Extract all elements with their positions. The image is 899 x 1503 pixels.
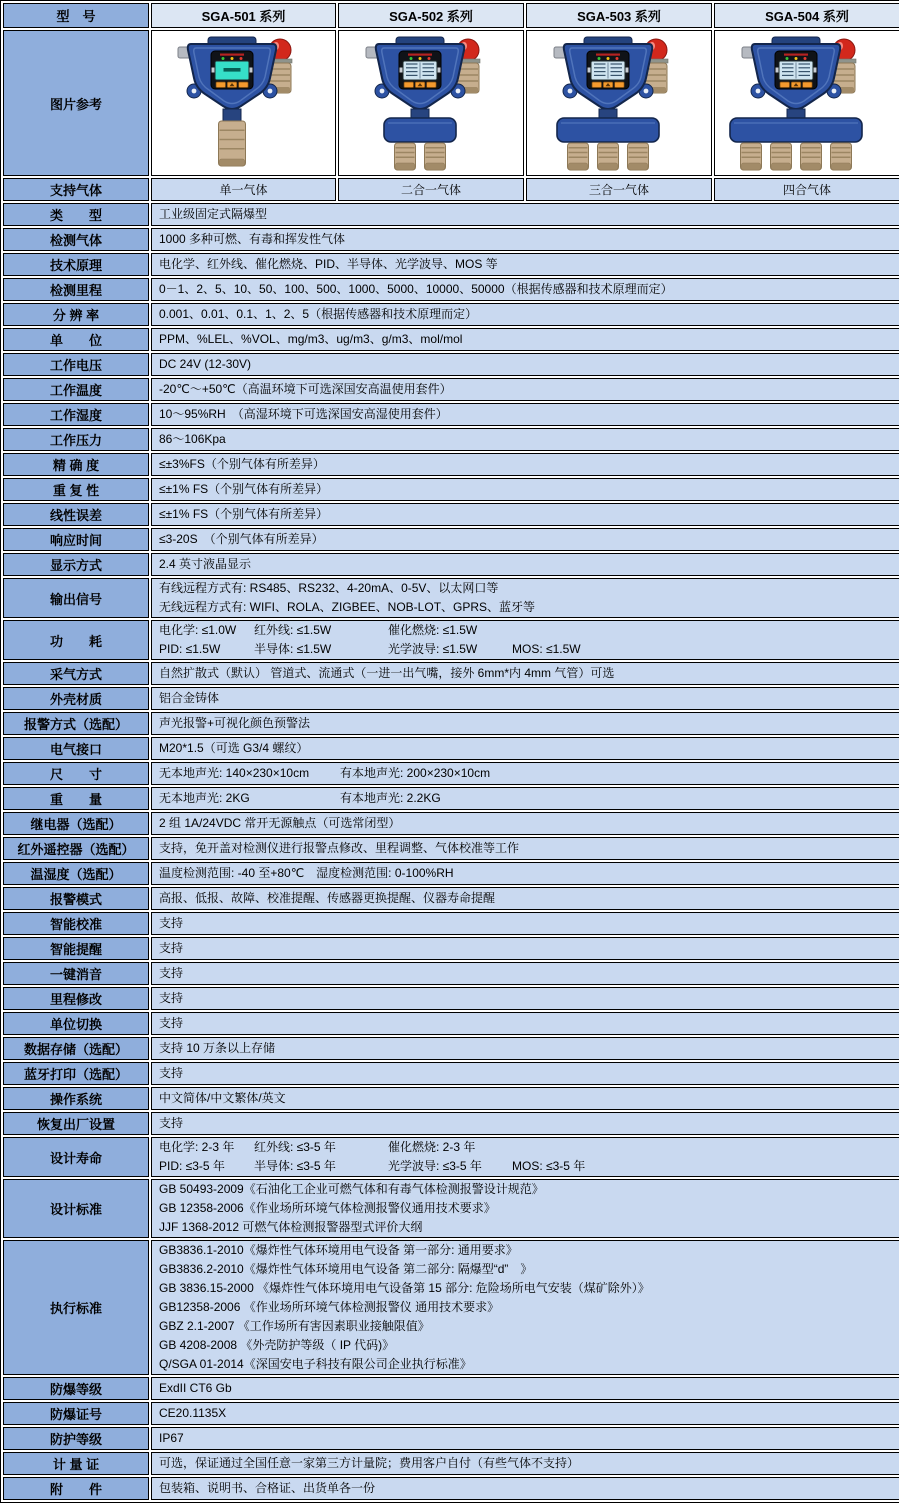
spec-row [3, 1402, 899, 1425]
spec-row [3, 378, 899, 401]
value-line: M20*1.5（可选 G3/4 螺纹） [159, 741, 309, 755]
button-right [802, 82, 812, 88]
spec-row [3, 203, 899, 226]
spec-row-label: 显示方式 [3, 553, 149, 576]
spec-row-label: 工作电压 [3, 353, 149, 376]
sensor-cylinder [219, 121, 246, 166]
spec-row-value [151, 328, 899, 351]
spec-row [3, 937, 899, 960]
sensor-cylinder [394, 143, 415, 170]
gas-type-cell: 三合一气体 [526, 178, 712, 201]
model-header-1: SGA-501 系列 [151, 3, 336, 28]
spec-row [3, 1377, 899, 1400]
value-line: ≤±1% FS（个别气体有所差异） [159, 507, 329, 521]
spec-row-value [151, 528, 899, 551]
sensor-cylinder [830, 143, 851, 170]
value-line: GB 4208-2008 《外壳防护等级（ IP 代码)》 [159, 1338, 395, 1352]
spec-row [3, 787, 899, 810]
spec-row-label: 执行标准 [3, 1240, 149, 1375]
spec-row-value [151, 1477, 899, 1500]
spec-row-value [151, 912, 899, 935]
status-led-green [785, 57, 788, 60]
spec-row-value [151, 578, 899, 618]
value-segment: 光学波导: ≤1.5W [388, 642, 478, 656]
status-led-yellow [231, 57, 234, 60]
value-line: -20℃～+50℃（高温环境下可选深国安高温使用套件） [159, 382, 452, 396]
value-line: 支持 [159, 1066, 184, 1080]
spec-row [3, 912, 899, 935]
spec-row-label: 外壳材质 [3, 687, 149, 710]
value-line: 2 组 1A/24VDC 常开无源触点（可选常闭型） [159, 816, 401, 830]
spec-row-value [151, 553, 899, 576]
status-led-green [409, 57, 412, 60]
status-led-yellow [794, 57, 797, 60]
spec-row-value [151, 228, 899, 251]
spec-row [3, 1062, 899, 1085]
spec-row [3, 328, 899, 351]
spec-row [3, 1037, 899, 1060]
value-line: GB12358-2006 《作业场所环境气体检测报警仪 通用技术要求》 [159, 1300, 500, 1314]
spec-row-value [151, 503, 899, 526]
spec-row-value [151, 203, 899, 226]
product-image-cell [714, 30, 899, 176]
sensor-cylinder [740, 143, 761, 170]
product-image-cell [151, 30, 336, 176]
value-line: 中文简体/中文繁体/英文 [159, 1091, 286, 1105]
value-segment: 催化燃烧: ≤1.5W [388, 623, 478, 637]
spec-row-label: 检测里程 [3, 278, 149, 301]
status-led-yellow [418, 57, 421, 60]
supported-gas-row [3, 178, 899, 201]
sensor-cylinder [627, 143, 648, 170]
value-line [159, 764, 892, 783]
value-segment: 红外线: ≤1.5W [254, 623, 332, 637]
spec-row-label: 工作压力 [3, 428, 149, 451]
spec-row-value [151, 862, 899, 885]
value-line [159, 1138, 892, 1157]
value-line: 声光报警+可视化颜色预警法 [159, 716, 311, 730]
status-led-red [427, 57, 430, 60]
spec-row-label: 里程修改 [3, 987, 149, 1010]
status-led-green [222, 57, 225, 60]
value-line: 工业级固定式隔爆型 [159, 207, 268, 221]
spec-row-value [151, 712, 899, 735]
spec-row-label: 防爆等级 [3, 1377, 149, 1400]
value-line: 铝合金铸体 [159, 691, 220, 705]
value-line: 有线远程方式有: RS485、RS232、4-20mA、0-5V、以太网口等 [159, 581, 499, 595]
spec-row [3, 1427, 899, 1450]
button-left [216, 82, 226, 88]
button-right [614, 82, 624, 88]
spec-row-label: 操作系统 [3, 1087, 149, 1110]
gas-detector-4-sensor-image [716, 31, 899, 172]
value-line: 1000 多种可燃、有毒和挥发性气体 [159, 232, 346, 246]
status-led-red [240, 57, 243, 60]
spec-row-value [151, 1452, 899, 1475]
value-line: 无线远程方式有: WIFI、ROLA、ZIGBEE、NOB-LOT、GPRS、蓝牙等 [159, 600, 536, 614]
value-line: Q/SGA 01-2014《深国安电子科技有限公司企业执行标准》 [159, 1357, 472, 1371]
spec-row-value [151, 1377, 899, 1400]
spec-row-label: 电气接口 [3, 737, 149, 760]
spec-row [3, 578, 899, 618]
spec-row-label: 附 件 [3, 1477, 149, 1500]
spec-row-label: 智能提醒 [3, 937, 149, 960]
spec-row [3, 987, 899, 1010]
spec-row-value [151, 687, 899, 710]
spec-row-label: 输出信号 [3, 578, 149, 618]
value-line: 温度检测范围: -40 至+80℃ 湿度检测范围: 0-100%RH [159, 866, 454, 880]
value-line: 支持 [159, 941, 184, 955]
spec-row-label: 工作湿度 [3, 403, 149, 426]
product-image-cell [338, 30, 524, 176]
spec-row-value [151, 887, 899, 910]
spec-row-label: 温湿度（选配） [3, 862, 149, 885]
spec-row-label: 尺 寸 [3, 762, 149, 785]
spec-row-label: 精 确 度 [3, 453, 149, 476]
spec-row-value [151, 737, 899, 760]
value-line: ExdII CT6 Gb [159, 1381, 232, 1395]
spec-row [3, 737, 899, 760]
value-segment: 电化学: 2-3 年 [159, 1140, 235, 1154]
value-line: 支持 10 万条以上存储 [159, 1041, 276, 1055]
spec-row [3, 1179, 899, 1238]
image-reference-row [3, 30, 899, 176]
value-line: DC 24V (12-30V) [159, 357, 252, 371]
spec-row-label: 智能校准 [3, 912, 149, 935]
spec-row-label: 蓝牙打印（选配） [3, 1062, 149, 1085]
spec-row-label: 采气方式 [3, 662, 149, 685]
spec-row [3, 1012, 899, 1035]
spec-row-value [151, 1087, 899, 1110]
status-led-red [615, 57, 618, 60]
spec-row-value [151, 937, 899, 960]
value-line: 包装箱、说明书、合格证、出货单各一份 [159, 1481, 376, 1495]
spec-row [3, 812, 899, 835]
value-segment: 半导体: ≤1.5W [254, 642, 332, 656]
spec-row-label: 防爆证号 [3, 1402, 149, 1425]
spec-row-value [151, 303, 899, 326]
spec-row-value [151, 1037, 899, 1060]
value-line: GB 3836.15-2000 《爆炸性气体环境用电气设备第 15 部分: 危险场所电气安装（煤矿除外）》 [159, 1281, 650, 1295]
manifold-bar [384, 118, 456, 142]
spec-row-value [151, 1062, 899, 1085]
spec-row-value [151, 962, 899, 985]
spec-row-value [151, 812, 899, 835]
spec-row [3, 428, 899, 451]
value-segment: 无本地声光: 2KG [159, 791, 250, 805]
spec-row [3, 620, 899, 660]
gas-detector-1-sensor-image [152, 31, 335, 172]
button-right [239, 82, 249, 88]
spec-row [3, 1477, 899, 1500]
spec-row-label: 检测气体 [3, 228, 149, 251]
spec-row [3, 662, 899, 685]
spec-row [3, 528, 899, 551]
value-line: 支持 [159, 916, 184, 930]
value-segment: 半导体: ≤3-5 年 [254, 1159, 336, 1173]
value-segment: 红外线: ≤3-5 年 [254, 1140, 336, 1154]
spec-row [3, 1137, 899, 1177]
spec-row-label: 分 辨 率 [3, 303, 149, 326]
spec-row-value [151, 620, 899, 660]
value-line: GB 50493-2009《石油化工企业可燃气体和有毒气体检测报警设计规范》 [159, 1182, 544, 1196]
gas-type-cell: 单一气体 [151, 178, 336, 201]
spec-row-value [151, 353, 899, 376]
value-segment: 光学波导: ≤3-5 年 [388, 1159, 482, 1173]
value-segment: 无本地声光: 140×230×10cm [159, 766, 310, 780]
spec-row-value [151, 762, 899, 785]
spec-row [3, 837, 899, 860]
spec-row [3, 712, 899, 735]
spec-row [3, 887, 899, 910]
value-line: 支持 [159, 1016, 184, 1030]
spec-row [3, 503, 899, 526]
value-line: 2.4 英寸液晶显示 [159, 557, 252, 571]
value-segment: MOS: ≤1.5W [512, 642, 581, 656]
value-line: 高报、低报、故障、校准提醒、传感器更换提醒、仪器寿命提醒 [159, 891, 496, 905]
value-segment: 有本地声光: 2.2KG [340, 791, 441, 805]
spec-row [3, 862, 899, 885]
gas-detector-2-sensor-image [340, 31, 523, 172]
value-line [159, 640, 892, 659]
spec-row-label: 防护等级 [3, 1427, 149, 1450]
spec-row [3, 278, 899, 301]
value-line: GB3836.2-2010《爆炸性气体环境用电气设备 第二部分: 隔爆型“d” 》 [159, 1262, 533, 1276]
value-line: 可选，保证通过全国任意一家第三方计量院；费用客户自付（有些气体不支持） [159, 1456, 580, 1470]
button-right [426, 82, 436, 88]
spec-row [3, 553, 899, 576]
manifold-bar [557, 118, 659, 142]
spec-row-label: 设计标准 [3, 1179, 149, 1238]
gas-type-cell: 四合气体 [714, 178, 899, 201]
gas-detector-3-sensor-image [528, 31, 711, 172]
spec-row-value [151, 987, 899, 1010]
button-left [404, 82, 414, 88]
value-line: 支持，免开盖对检测仪进行报警点修改、里程调整、气体校准等工作 [159, 841, 520, 855]
spec-row-label: 技术原理 [3, 253, 149, 276]
spec-row-label: 数据存储（选配） [3, 1037, 149, 1060]
value-line: GB3836.1-2010《爆炸性气体环境用电气设备 第一部分: 通用要求》 [159, 1243, 518, 1257]
value-line: GB 12358-2006《作业场所环境气体检测报警仪通用技术要求》 [159, 1201, 496, 1215]
spec-row-value [151, 662, 899, 685]
sensor-cylinder [597, 143, 618, 170]
spec-row-value [151, 278, 899, 301]
model-header-4: SGA-504 系列 [714, 3, 899, 28]
spec-row-label: 计 量 证 [3, 1452, 149, 1475]
spec-row-label: 重 复 性 [3, 478, 149, 501]
value-line [159, 621, 892, 640]
value-line: 电化学、红外线、催化燃烧、PID、半导体、光学波导、MOS 等 [159, 257, 498, 271]
status-led-green [597, 57, 600, 60]
spec-row-value [151, 1112, 899, 1135]
spec-row [3, 353, 899, 376]
spec-row [3, 303, 899, 326]
value-segment: 电化学: ≤1.0W [159, 623, 237, 637]
spec-row-value [151, 428, 899, 451]
spec-row [3, 478, 899, 501]
value-line: 86～106Kpa [159, 432, 226, 446]
value-segment: PID: ≤1.5W [159, 642, 221, 656]
spec-row-value [151, 1240, 899, 1375]
status-led-yellow [606, 57, 609, 60]
value-line: 支持 [159, 1116, 184, 1130]
image-row-label: 图片参考 [3, 30, 149, 176]
spec-row-value [151, 1137, 899, 1177]
spec-row-value [151, 453, 899, 476]
spec-row [3, 962, 899, 985]
spec-row-value [151, 378, 899, 401]
value-segment: 催化燃烧: 2-3 年 [388, 1140, 476, 1154]
sensor-cylinder [800, 143, 821, 170]
model-header-row [3, 3, 899, 28]
value-line: ≤±1% FS（个别气体有所差异） [159, 482, 329, 496]
value-segment: MOS: ≤3-5 年 [512, 1159, 586, 1173]
value-line: 支持 [159, 966, 184, 980]
spec-row [3, 1112, 899, 1135]
spec-row-value [151, 253, 899, 276]
value-line: ≤3-20S （个别气体有所差异） [159, 532, 324, 546]
manifold-bar [730, 118, 862, 142]
gas-type-cell: 二合一气体 [338, 178, 524, 201]
spec-row [3, 1452, 899, 1475]
spec-row-label: 响应时间 [3, 528, 149, 551]
spec-row-label: 红外遥控器（选配） [3, 837, 149, 860]
spec-row-value [151, 1402, 899, 1425]
spec-row [3, 1087, 899, 1110]
spec-row-label: 单 位 [3, 328, 149, 351]
status-led-red [803, 57, 806, 60]
spec-row-label: 报警方式（选配） [3, 712, 149, 735]
stem [223, 109, 241, 122]
spec-row-label: 功 耗 [3, 620, 149, 660]
spec-row-label: 类 型 [3, 203, 149, 226]
sensor-cylinder [770, 143, 791, 170]
spec-row-label: 继电器（选配） [3, 812, 149, 835]
spec-row-label: 重 量 [3, 787, 149, 810]
sensor-cylinder [424, 143, 445, 170]
product-image-cell [526, 30, 712, 176]
spec-row-label: 工作温度 [3, 378, 149, 401]
spec-row [3, 1240, 899, 1375]
spec-row-label: 线性误差 [3, 503, 149, 526]
spec-row-value [151, 837, 899, 860]
model-header-3: SGA-503 系列 [526, 3, 712, 28]
value-line: 10～95%RH （高湿环境下可选深国安高湿使用套件） [159, 407, 448, 421]
value-line: JJF 1368-2012 可燃气体检测报警器型式评价大纲 [159, 1220, 423, 1234]
spec-row-label: 单位切换 [3, 1012, 149, 1035]
value-line: 0－1、2、5、10、50、100、500、1000、5000、10000、50000（根据传感器和技术原理而定） [159, 282, 673, 296]
button-left [780, 82, 790, 88]
value-line: PPM、%LEL、%VOL、mg/m3、ug/m3、g/m3、mol/mol [159, 332, 463, 346]
value-line: 0.001、0.01、0.1、1、2、5（根据传感器和技术原理而定） [159, 307, 478, 321]
value-line: 支持 [159, 991, 184, 1005]
spec-table-body [3, 3, 899, 1500]
spec-row-label: 设计寿命 [3, 1137, 149, 1177]
model-header-2: SGA-502 系列 [338, 3, 524, 28]
value-segment: PID: ≤3-5 年 [159, 1159, 225, 1173]
spec-row-value [151, 478, 899, 501]
value-line: 自然扩散式（默认） 管道式、流通式（一进一出气嘴，接外 6mm*内 4mm 气管）可选 [159, 666, 615, 680]
value-line [159, 1157, 892, 1176]
spec-row-value [151, 403, 899, 426]
spec-row-label: 一键消音 [3, 962, 149, 985]
spec-row-value [151, 1427, 899, 1450]
gas-row-label: 支持气体 [3, 178, 149, 201]
value-line: IP67 [159, 1431, 184, 1445]
spec-row [3, 228, 899, 251]
spec-row [3, 403, 899, 426]
spec-row [3, 453, 899, 476]
sensor-cylinder [567, 143, 588, 170]
value-segment: 有本地声光: 200×230×10cm [340, 766, 491, 780]
spec-row-value [151, 1179, 899, 1238]
value-line: ≤±3%FS（个别气体有所差异） [159, 457, 325, 471]
spec-row-label: 报警模式 [3, 887, 149, 910]
model-row-label: 型 号 [3, 3, 149, 28]
spec-row-label: 恢复出厂设置 [3, 1112, 149, 1135]
value-line: GBZ 2.1-2007 《工作场所有害因素职业接触限值》 [159, 1319, 430, 1333]
spec-row [3, 253, 899, 276]
spec-row [3, 687, 899, 710]
spec-row-value [151, 787, 899, 810]
value-line: CE20.1135X [159, 1406, 227, 1420]
spec-row-value [151, 1012, 899, 1035]
button-left [592, 82, 602, 88]
spec-row [3, 762, 899, 785]
value-line [159, 789, 892, 808]
